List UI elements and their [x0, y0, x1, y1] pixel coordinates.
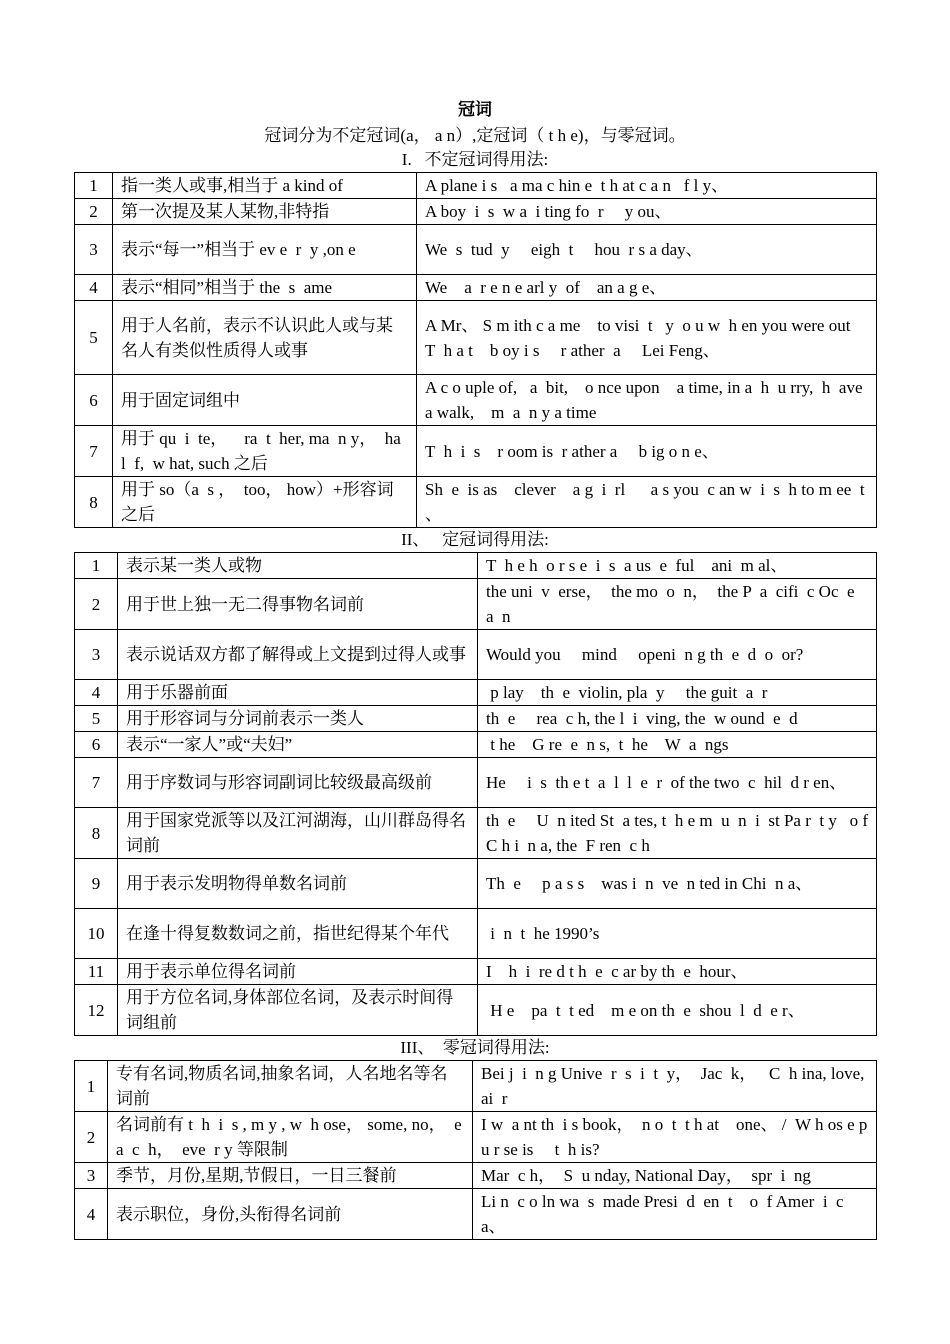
row-number-text: 1	[89, 176, 98, 195]
row-number	[75, 426, 113, 477]
example-cell	[478, 732, 877, 758]
example-cell-text: t he G re e n s, t he W a ngs	[486, 735, 729, 754]
table-row	[75, 680, 877, 706]
table-row	[75, 732, 877, 758]
table-row	[75, 1189, 877, 1240]
usage-cell	[113, 275, 417, 301]
example-cell-text: i n t he 1990’s	[486, 924, 600, 943]
usage-cell-text: 用于表示单位得名词前	[126, 962, 296, 981]
row-number	[75, 732, 118, 758]
table-row	[75, 477, 877, 528]
row-number-text: 1	[86, 1076, 96, 1096]
example-cell	[417, 426, 877, 477]
table-row	[75, 859, 877, 909]
example-cell	[417, 275, 877, 301]
table-row	[75, 959, 877, 985]
row-number-text: 9	[91, 874, 101, 893]
row-number	[75, 859, 118, 909]
example-cell-text: A Mr、 S m ith c a me to visi t y o u w h en you were out T h a t b oy i s r ather a Lei Feng、	[425, 315, 851, 360]
row-number	[75, 680, 118, 706]
example-cell-text: p lay th e violin, pla y the guit a r	[486, 683, 768, 702]
row-number	[75, 275, 113, 301]
usage-cell-text: 用于表示发明物得单数名词前	[126, 874, 347, 893]
row-number-text: 8	[91, 823, 101, 843]
example-cell-text: He i s th e t a l l e r of the two c hil d r en、	[486, 773, 847, 792]
row-number	[75, 553, 118, 579]
example-cell	[478, 706, 877, 732]
example-cell-text: Mar c h， S u nday, National Day， spr i ng	[481, 1166, 811, 1185]
example-cell-text: Sh e is as clever a g i rl a s you c an w i s h to m ee t 、	[425, 480, 869, 524]
usage-cell	[118, 680, 478, 706]
table-row	[75, 173, 877, 199]
section-heading-zero: III、 零冠词得用法:	[400, 1038, 550, 1057]
example-cell	[478, 758, 877, 808]
usage-cell-text: 第一次提及某人某物,非特指	[121, 202, 330, 221]
usage-cell-text: 用于形容词与分词前表示一类人	[126, 709, 364, 728]
row-number	[75, 579, 118, 630]
example-cell-text: Bei j i n g Unive r s i t y， Jac k， C h ina, love, ai r	[481, 1064, 869, 1108]
usage-cell	[113, 477, 417, 528]
row-number-text: 4	[89, 278, 98, 297]
example-cell	[473, 1061, 877, 1112]
usage-cell	[108, 1112, 473, 1163]
row-number-text: 4	[91, 683, 101, 702]
usage-cell-text: 专有名词,物质名词,抽象名词，人名地名等名词前	[116, 1064, 448, 1108]
zero-article-table	[74, 1060, 877, 1240]
usage-cell	[118, 859, 478, 909]
usage-cell	[118, 758, 478, 808]
example-cell-text: the uni v erse， the mo o n， the P a cifi c Oc e a n	[486, 582, 864, 626]
example-cell	[417, 173, 877, 199]
row-number	[75, 477, 113, 528]
row-number	[75, 173, 113, 199]
row-number-text: 7	[89, 441, 98, 461]
usage-cell	[118, 959, 478, 985]
row-number-text: 6	[91, 735, 101, 754]
table-row	[75, 706, 877, 732]
usage-cell	[118, 630, 478, 680]
definite-article-table	[74, 552, 877, 1036]
table-row	[75, 985, 877, 1036]
usage-cell-text: 用于 so（a s ， too， how）+形容词之后	[121, 480, 394, 524]
example-cell	[478, 553, 877, 579]
example-cell	[473, 1112, 877, 1163]
table-row	[75, 1061, 877, 1112]
example-cell	[417, 477, 877, 528]
example-cell	[478, 630, 877, 680]
row-number-text: 11	[87, 962, 105, 981]
example-cell-text: We s tud y eigh t hou r s a day、	[425, 240, 703, 259]
example-cell	[478, 808, 877, 859]
row-number	[75, 1061, 108, 1112]
usage-cell	[113, 426, 417, 477]
example-cell	[478, 959, 877, 985]
row-number	[75, 808, 118, 859]
table-row	[75, 301, 877, 375]
row-number-text: 6	[89, 390, 98, 410]
row-number-text: 7	[91, 773, 101, 792]
row-number-text: 2	[91, 594, 101, 614]
row-number	[75, 375, 113, 426]
example-cell-text: H e pa t t ed m e on th e shou l d e r、	[486, 1000, 805, 1020]
row-number-text: 3	[91, 645, 101, 664]
section-heading-definite: II、 定冠词得用法:	[401, 530, 549, 549]
table-row	[75, 225, 877, 275]
usage-cell	[118, 553, 478, 579]
usage-cell-text: 用于固定词组中	[121, 390, 240, 410]
example-cell-text: T h e h o r s e i s a us e ful ani m al、	[486, 556, 788, 575]
usage-cell	[118, 706, 478, 732]
example-cell	[478, 859, 877, 909]
row-number-text: 10	[87, 924, 105, 943]
usage-cell	[118, 909, 478, 959]
usage-cell	[118, 985, 478, 1036]
example-cell	[478, 909, 877, 959]
example-cell-text: A plane i s a ma c hin e t h at c a n f l y、	[425, 176, 729, 195]
usage-cell-text: 季节，月份,星期,节假日，一日三餐前	[116, 1166, 397, 1185]
row-number	[75, 630, 118, 680]
usage-cell	[108, 1061, 473, 1112]
table-row	[75, 579, 877, 630]
usage-cell-text: 用于序数词与形容词副词比较级最高级前	[126, 773, 432, 792]
row-number	[75, 1189, 108, 1240]
usage-cell-text: 名词前有 t h i s , m y , w h ose， some, no， ea c h， eve r y 等限制	[116, 1115, 462, 1159]
indefinite-article-table	[74, 172, 880, 528]
usage-cell	[108, 1189, 473, 1240]
row-number-text: 12	[87, 1000, 105, 1020]
example-cell	[417, 375, 880, 426]
usage-cell	[113, 375, 417, 426]
row-number-text: 3	[86, 1166, 96, 1185]
example-cell	[478, 680, 877, 706]
table-row	[75, 808, 877, 859]
row-number-text: 3	[89, 240, 98, 259]
usage-cell	[118, 808, 478, 859]
example-cell	[478, 579, 877, 630]
row-number	[75, 959, 118, 985]
table-row	[75, 199, 877, 225]
example-cell-text: th e U n ited St a tes, t h e m u n i st Pa r t y o f C h i n a, the F ren c h	[486, 811, 873, 855]
usage-cell-text: 用于人名前，表示不认识此人或与某名人有类似性质得人或事	[121, 315, 393, 360]
example-cell	[478, 985, 877, 1036]
usage-cell-text: 表示说话双方都了解得或上文提到过得人或事	[126, 645, 466, 664]
usage-cell-text: 在逢十得复数数词之前，指世纪得某个年代	[126, 924, 449, 943]
row-number	[75, 706, 118, 732]
example-cell-text: th e rea c h, the l i ving, the w ound e d	[486, 709, 798, 728]
table-row	[75, 758, 877, 808]
usage-cell-text: 用于国家党派等以及江河湖海，山川群岛得名词前	[126, 811, 466, 855]
table-row	[75, 630, 877, 680]
example-cell	[417, 301, 877, 375]
example-cell-text: I w a nt th i s book， n o t t h at one、 / W h os e p u r se is t h is?	[481, 1115, 872, 1159]
example-cell-text: We a r e n e arl y of an a g e、	[425, 278, 667, 297]
example-cell-text: A boy i s w a i ting fo r y ou、	[425, 202, 672, 221]
table-row	[75, 1163, 877, 1189]
example-cell-text: Th e p a s s was i n ve n ted in Chi n a、	[486, 874, 813, 893]
usage-cell	[108, 1163, 473, 1189]
usage-cell-text: 用于世上独一无二得事物名词前	[126, 594, 364, 614]
usage-cell	[113, 199, 417, 225]
usage-cell-text: 表示“相同”相当于 the s ame	[121, 278, 333, 297]
row-number	[75, 758, 118, 808]
row-number-text: 2	[89, 202, 98, 221]
row-number	[75, 909, 118, 959]
table-row	[75, 375, 877, 426]
example-cell-text: T h i s r oom is r ather a b ig o n e、	[425, 441, 719, 461]
row-number-text: 2	[86, 1127, 96, 1147]
row-number-text: 5	[89, 328, 98, 347]
example-cell-text: Would you mind openi n g th e d o or?	[486, 645, 804, 664]
row-number-text: 4	[86, 1204, 96, 1224]
usage-cell	[113, 301, 417, 375]
table-row	[75, 909, 877, 959]
usage-cell-text: 表示“一家人”或“夫妇”	[126, 735, 293, 754]
example-cell	[473, 1189, 877, 1240]
example-cell-text: I h i re d t h e c ar by th e hour、	[486, 962, 748, 981]
table-row	[75, 553, 877, 579]
document-page	[74, 96, 880, 1240]
usage-cell-text: 表示“每一”相当于 ev e r y ,on e	[121, 240, 356, 259]
usage-cell-text: 表示职位，身份,头衔得名词前	[116, 1204, 342, 1224]
row-number-text: 5	[91, 709, 101, 728]
usage-cell-text: 用于方位名词,身体部位名词，及表示时间得词组前	[126, 988, 454, 1032]
row-number	[75, 1163, 108, 1189]
usage-cell	[113, 173, 417, 199]
intro-line: 冠词分为不定冠词(a， a n）,定冠词（ t h e)，与零冠词。	[264, 126, 686, 145]
row-number-text: 1	[91, 556, 101, 575]
usage-cell	[118, 732, 478, 758]
row-number	[75, 985, 118, 1036]
row-number	[75, 199, 113, 225]
row-number-text: 8	[89, 492, 98, 512]
usage-cell	[113, 225, 417, 275]
table-row	[75, 1112, 877, 1163]
usage-cell-text: 用于乐器前面	[126, 683, 228, 702]
usage-cell-text: 用于 qu i te， ra t her, ma n y， ha l f, w hat, such 之后	[121, 429, 410, 473]
usage-cell-text: 表示某一类人或物	[126, 556, 262, 575]
table-row	[75, 426, 877, 477]
row-number	[75, 225, 113, 275]
example-cell-text: A c o uple of, a bit, o nce upon a time, in a h u rry, h ave a walk, m a n y a time	[425, 378, 880, 422]
row-number	[75, 301, 113, 375]
example-cell	[473, 1163, 877, 1189]
usage-cell-text: 指一类人或事,相当于 a kind of	[121, 176, 343, 195]
usage-cell	[118, 579, 478, 630]
example-cell	[417, 199, 877, 225]
document-title: 冠词	[458, 100, 492, 119]
example-cell	[417, 225, 877, 275]
row-number	[75, 1112, 108, 1163]
table-row	[75, 275, 877, 301]
example-cell-text: Li n c o ln wa s made Presi d en t o f Amer i ca、	[481, 1192, 844, 1236]
section-heading-indefinite: I. 不定冠词得用法:	[401, 150, 549, 169]
